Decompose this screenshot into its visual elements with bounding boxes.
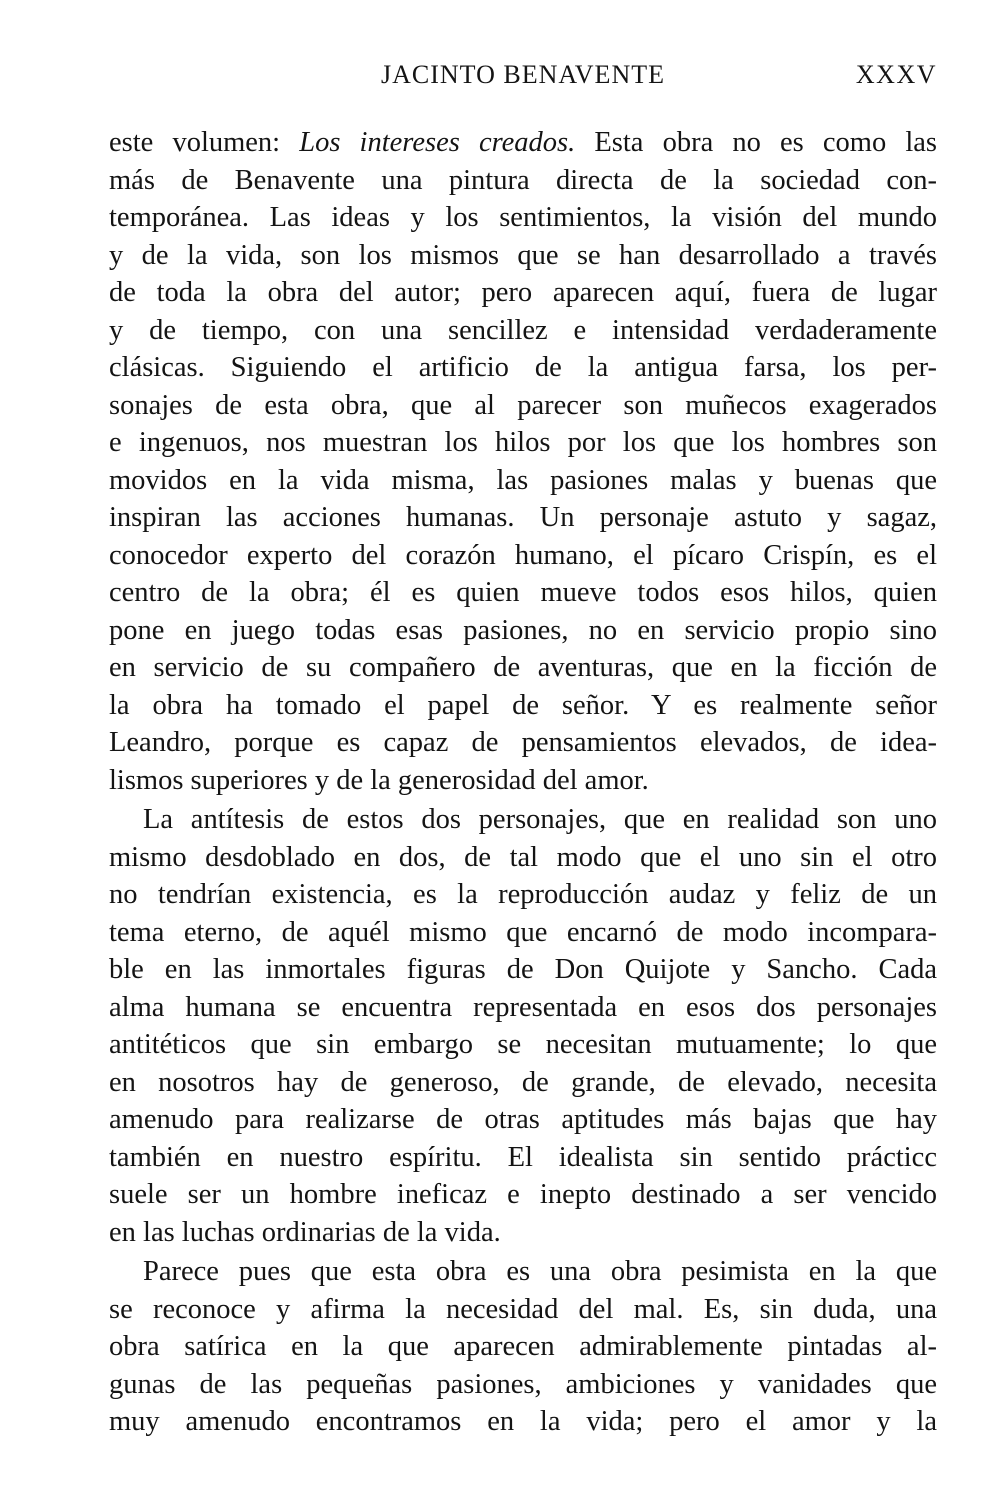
text-line: alma humana se encuentra representada en esos dos personajes: [109, 991, 937, 1023]
running-title: JACINTO BENAVENTE: [381, 60, 665, 89]
text-line: obra satírica en la que aparecen admirablemente pintadas al-: [109, 1331, 937, 1362]
text-line: conocedor experto del corazón humano, el pícaro Crispín, es el: [109, 539, 937, 571]
text-line: La antítesis de estos dos personajes, que en realidad son uno: [143, 804, 937, 835]
text-fragment: este volumen:: [109, 127, 300, 158]
text-line: pone en juego todas esas pasiones, no en servicio propio sino: [109, 614, 937, 646]
text-line: amenudo para realizarse de otras aptitudes más bajas que hay: [109, 1104, 937, 1135]
text-line: mismo desdoblado en dos, de tal modo que el uno sin el otro: [109, 841, 937, 873]
text-line: Parece pues que esta obra es una obra pesimista en la que: [143, 1256, 937, 1287]
text-line: más de Benavente una pintura directa de la sociedad con-: [109, 164, 937, 196]
text-line: gunas de las pequeñas pasiones, ambiciones y vanidades que: [109, 1368, 937, 1400]
text-line: tema eterno, de aquél mismo que encarnó de modo incompara-: [109, 916, 937, 948]
text-line: la obra ha tomado el papel de señor. Y es realmente señor: [109, 689, 937, 721]
text-line: se reconoce y afirma la necesidad del mal. Es, sin duda, una: [109, 1293, 937, 1325]
text-line: ble en las inmortales figuras de Don Quijote y Sancho. Cada: [109, 954, 937, 985]
text-line: movidos en la vida misma, las pasiones malas y buenas que: [109, 464, 937, 496]
text-fragment: Esta obra no es como las: [575, 127, 937, 158]
text-line: antitéticos que sin embargo se necesitan mutuamente; lo que: [109, 1029, 937, 1060]
page-number: XXXV: [855, 60, 937, 89]
text-line: clásicas. Siguiendo el artificio de la antigua farsa, los per-: [109, 352, 937, 383]
text-line: centro de la obra; él es quien mueve todos esos hilos, quien: [109, 577, 937, 608]
text-line: en las luchas ordinarias de la vida.: [109, 1216, 501, 1248]
text-line: en nosotros hay de generoso, de grande, de elevado, necesita: [109, 1066, 937, 1098]
text-line: lismos superiores y de la generosidad del amor.: [109, 764, 649, 796]
text-line: no tendrían existencia, es la reproducción audaz y feliz de un: [109, 879, 937, 910]
text-line: Leandro, porque es capaz de pensamientos elevados, de idea-: [109, 727, 937, 758]
work-title: Los intereses creados.: [299, 127, 576, 158]
text-line: suele ser un hombre ineficaz e inepto destinado a ser vencido: [109, 1179, 937, 1210]
running-header: [109, 60, 937, 100]
text-line: de toda la obra del autor; pero aparecen aquí, fuera de lugar: [109, 277, 937, 308]
text-line: muy amenudo encontramos en la vida; pero el amor y la: [109, 1406, 937, 1437]
text-line: y de tiempo, con una sencillez e intensidad verdaderamente: [109, 314, 937, 346]
text-line: sonajes de esta obra, que al parecer son muñecos exagerados: [109, 389, 937, 421]
text-line: inspiran las acciones humanas. Un personaje astuto y sagaz,: [109, 502, 937, 533]
text-line: temporánea. Las ideas y los sentimientos, la visión del mundo: [109, 202, 937, 233]
text-line: también en nuestro espíritu. El idealista sin sentido prácticc: [109, 1141, 937, 1173]
text-line: [109, 124, 937, 162]
text-line: en servicio de su compañero de aventuras, que en la ficción de: [109, 652, 937, 683]
body-text: [109, 124, 937, 1441]
text-line: e ingenuos, nos muestran los hilos por los que los hombres son: [109, 427, 937, 458]
text-line: y de la vida, son los mismos que se han desarrollado a través: [109, 239, 937, 271]
